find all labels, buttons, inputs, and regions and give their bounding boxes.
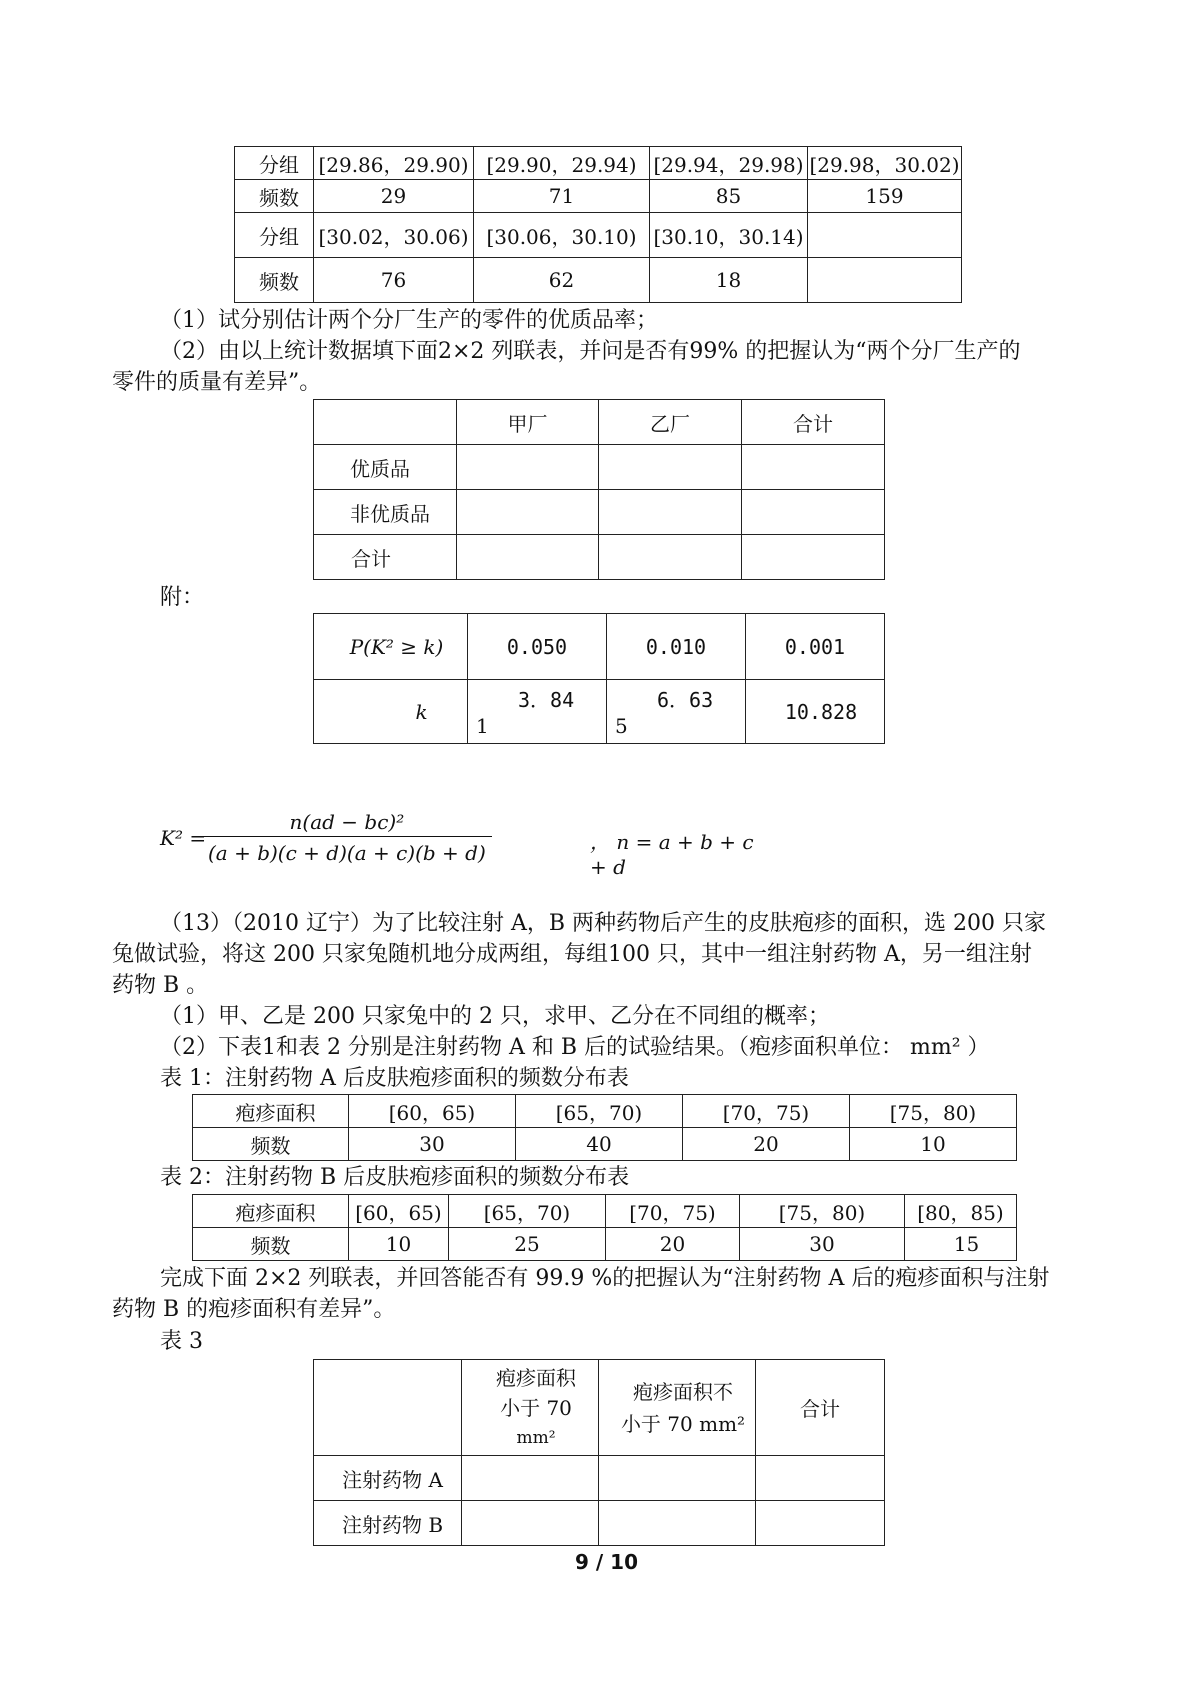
table-cell[interactable] bbox=[599, 445, 742, 490]
table-cell: 0.050 bbox=[468, 614, 607, 680]
table-cell: 疱疹面积 bbox=[193, 1095, 349, 1128]
table-cell[interactable] bbox=[457, 490, 599, 535]
complete-instruction-line-2: 药物 B 的疱疹面积有差异”。 bbox=[112, 1297, 396, 1322]
table-cell bbox=[314, 614, 468, 680]
table-cell: [65，70) bbox=[516, 1095, 683, 1128]
table-2-title: 表 2：注射药物 B 后皮肤疱疹面积的频数分布表 bbox=[160, 1165, 630, 1190]
table-cell: 频数 bbox=[193, 1128, 349, 1161]
table-cell: 疱疹面积 bbox=[193, 1195, 349, 1228]
question-2-line-1: （2）由以上统计数据填下面2×2 列联表，并问是否有99% 的把握认为“两个分厂生产的 bbox=[160, 339, 1021, 364]
formula-fraction bbox=[202, 810, 492, 865]
complete-instruction-line-1: 完成下面 2×2 列联表，并回答能否有 99.9 %的把握认为“注射药物 A 后的疱疹面积与注射 bbox=[160, 1266, 1050, 1291]
table-cell: 85 bbox=[650, 180, 808, 213]
page-number: 9 / 10 bbox=[575, 1550, 638, 1574]
table-cell: 分组 bbox=[235, 213, 314, 258]
table-cell: 71 bbox=[474, 180, 650, 213]
table-cell[interactable] bbox=[457, 445, 599, 490]
table-cell: [70，75) bbox=[683, 1095, 850, 1128]
table-cell: 10.828 bbox=[746, 680, 885, 744]
table-cell: [60，65) bbox=[349, 1095, 516, 1128]
table-cell[interactable] bbox=[756, 1456, 885, 1501]
table-cell: 分组 bbox=[235, 147, 314, 180]
table-cell[interactable] bbox=[462, 1501, 599, 1546]
table-cell bbox=[462, 1360, 599, 1456]
header-line: 小于 70 mm² bbox=[620, 1411, 746, 1436]
table-cell: [80，85) bbox=[905, 1195, 1017, 1228]
table-cell[interactable] bbox=[599, 1456, 756, 1501]
problem-13-line-3: 药物 B 。 bbox=[112, 973, 209, 998]
table-1-title: 表 1：注射药物 A 后皮肤疱疹面积的频数分布表 bbox=[160, 1066, 629, 1091]
critical-value-bottom: 1 bbox=[476, 714, 489, 738]
table-cell: 25 bbox=[449, 1228, 606, 1261]
table-cell: 注射药物 B bbox=[314, 1501, 462, 1546]
table-cell: [29.94，29.98) bbox=[650, 147, 808, 180]
table-cell bbox=[599, 1360, 756, 1456]
table-cell: [29.98，30.02) bbox=[808, 147, 962, 180]
formula-lhs: K² = bbox=[160, 826, 207, 850]
table-cell: 频数 bbox=[193, 1228, 349, 1261]
table-cell: [29.86，29.90) bbox=[314, 147, 474, 180]
table-cell: [60，65) bbox=[349, 1195, 449, 1228]
table-cell: 10 bbox=[349, 1228, 449, 1261]
table-cell: 频数 bbox=[235, 258, 314, 303]
table-cell: 76 bbox=[314, 258, 474, 303]
question-1: （1）试分别估计两个分厂生产的零件的优质品率； bbox=[160, 308, 658, 333]
table-cell[interactable] bbox=[457, 535, 599, 580]
table-cell: 30 bbox=[349, 1128, 516, 1161]
formula-denominator: (a + b)(c + d)(a + c)(b + d) bbox=[202, 836, 492, 865]
table-cell: [75，80) bbox=[740, 1195, 905, 1228]
header-line: 疱疹面积不 bbox=[633, 1379, 733, 1404]
table-cell: 0.001 bbox=[746, 614, 885, 680]
table-cell: 10 bbox=[850, 1128, 1017, 1161]
header-line: 小于 70 bbox=[500, 1395, 572, 1420]
table-cell: 优质品 bbox=[314, 445, 457, 490]
table-cell bbox=[607, 680, 746, 744]
table-cell: 18 bbox=[650, 258, 808, 303]
table-cell[interactable] bbox=[742, 445, 885, 490]
problem-13-line-1: （13）（2010 辽宁）为了比较注射 A，B 两种药物后产生的皮肤疱疹的面积，选 200 只家 bbox=[160, 911, 1046, 936]
table-3 bbox=[313, 1359, 885, 1546]
frequency-table-top bbox=[234, 146, 962, 303]
problem-13-line-2: 兔做试验，将这 200 只家兔随机地分成两组，每组100 只，其中一组注射药物 A，另一组注射 bbox=[112, 942, 1032, 967]
table-cell bbox=[468, 680, 607, 744]
problem-13-question-2: （2）下表1和表 2 分别是注射药物 A 和 B 后的试验结果。（疱疹面积单位： mm² ） bbox=[160, 1035, 990, 1060]
table-cell: 合计 bbox=[742, 400, 885, 445]
table-cell: 0.010 bbox=[607, 614, 746, 680]
formula-numerator: n(ad − bc)² bbox=[289, 810, 405, 834]
table-cell: 甲厂 bbox=[457, 400, 599, 445]
table-2 bbox=[192, 1194, 1017, 1261]
p-label: P(K² ≥ k) bbox=[349, 634, 444, 659]
table-cell: 乙厂 bbox=[599, 400, 742, 445]
table-cell: 20 bbox=[606, 1228, 740, 1261]
k-squared-formula bbox=[160, 810, 760, 879]
critical-value-table bbox=[313, 613, 885, 744]
critical-value-top: 6．63 bbox=[657, 688, 714, 712]
table-cell[interactable] bbox=[599, 490, 742, 535]
table-1 bbox=[192, 1094, 1017, 1161]
table-cell[interactable] bbox=[742, 490, 885, 535]
table-cell[interactable] bbox=[756, 1501, 885, 1546]
table-cell: 合计 bbox=[756, 1360, 885, 1456]
table-cell: [30.02，30.06) bbox=[314, 213, 474, 258]
table-cell[interactable] bbox=[599, 1501, 756, 1546]
table-cell: 62 bbox=[474, 258, 650, 303]
problem-13-question-1: （1）甲、乙是 200 只家兔中的 2 只，求甲、乙分在不同组的概率； bbox=[160, 1004, 830, 1029]
critical-value-bottom: 5 bbox=[615, 714, 628, 738]
table-cell[interactable] bbox=[742, 535, 885, 580]
table-cell: [70，75) bbox=[606, 1195, 740, 1228]
k-label: k bbox=[415, 699, 428, 724]
table-cell: 40 bbox=[516, 1128, 683, 1161]
table-cell: 合计 bbox=[314, 535, 457, 580]
table-3-title: 表 3 bbox=[160, 1329, 203, 1354]
table-cell bbox=[314, 1360, 462, 1456]
contingency-table bbox=[313, 399, 885, 580]
table-cell: [30.10，30.14) bbox=[650, 213, 808, 258]
table-cell: 29 bbox=[314, 180, 474, 213]
table-cell: [30.06，30.10) bbox=[474, 213, 650, 258]
table-cell: 注射药物 A bbox=[314, 1456, 462, 1501]
table-cell bbox=[314, 400, 457, 445]
appendix-label: 附： bbox=[160, 585, 205, 610]
table-cell: 非优质品 bbox=[314, 490, 457, 535]
table-cell[interactable] bbox=[599, 535, 742, 580]
table-cell: 20 bbox=[683, 1128, 850, 1161]
table-cell: 30 bbox=[740, 1228, 905, 1261]
table-cell bbox=[808, 258, 962, 303]
formula-rhs: ， n = a + b + c + d bbox=[590, 830, 754, 879]
table-cell bbox=[808, 213, 962, 258]
table-cell: 159 bbox=[808, 180, 962, 213]
table-cell bbox=[314, 680, 468, 744]
question-2-line-2: 零件的质量有差异”。 bbox=[112, 370, 322, 395]
table-cell: [29.90，29.94) bbox=[474, 147, 650, 180]
table-cell: [65，70) bbox=[449, 1195, 606, 1228]
header-line: mm² bbox=[516, 1427, 556, 1448]
table-cell: [75，80) bbox=[850, 1095, 1017, 1128]
table-cell: 15 bbox=[905, 1228, 1017, 1261]
table-cell: 频数 bbox=[235, 180, 314, 213]
table-cell[interactable] bbox=[462, 1456, 599, 1501]
critical-value-top: 3．84 bbox=[518, 688, 575, 712]
header-line: 疱疹面积 bbox=[496, 1365, 576, 1390]
